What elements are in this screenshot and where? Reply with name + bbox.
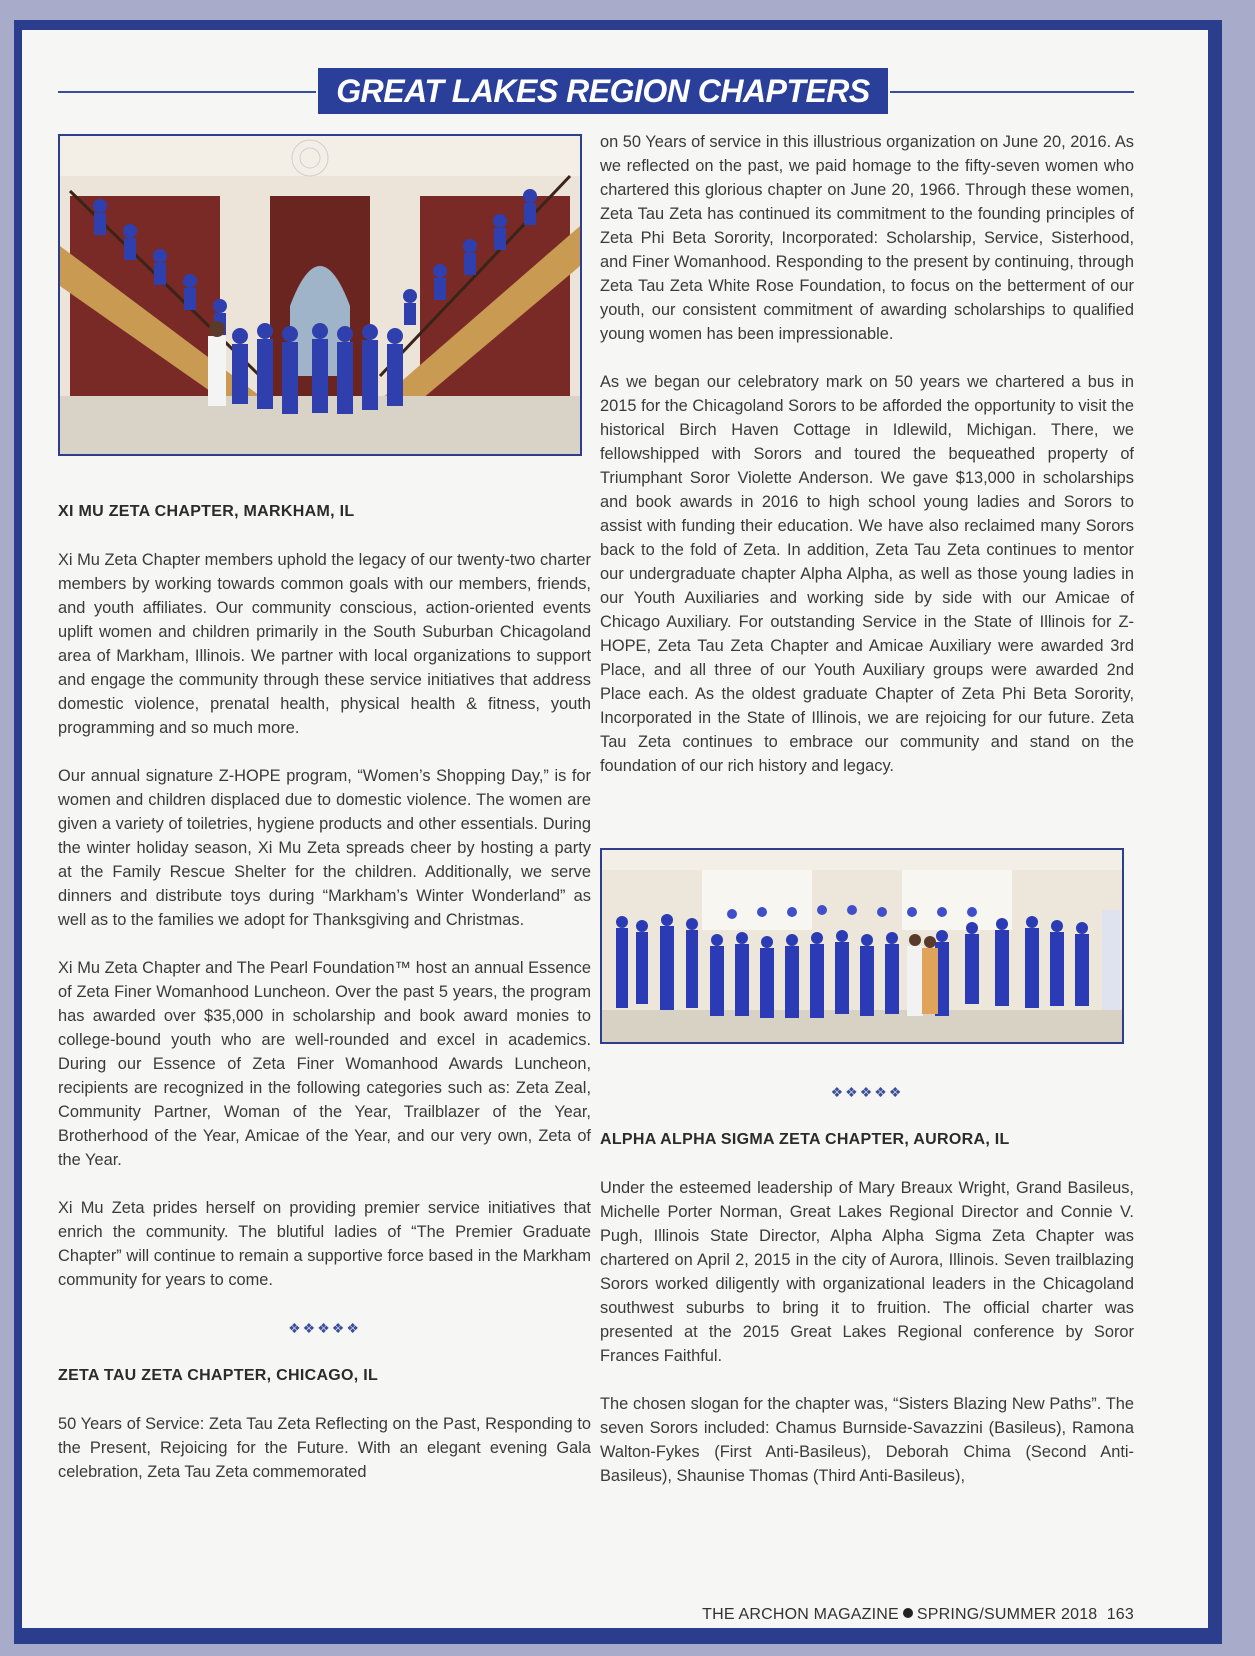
magazine-page-frame	[14, 20, 1222, 1644]
right-column-top	[600, 130, 1134, 802]
page-number: 163	[1106, 1606, 1134, 1623]
xi-mu-zeta-heading: XI MU ZETA CHAPTER, MARKHAM, IL	[58, 503, 355, 520]
banner-rule-right	[890, 91, 1134, 93]
zeta-tau-zeta-paragraph-1: 50 Years of Service: Zeta Tau Zeta Reflecting on the Past, Responding to the Present, Rejoicing for the Future. With an elegant evening Gala celebration, Zeta Tau Zeta commemorated	[58, 1415, 591, 1481]
banner-rule-left	[58, 91, 316, 93]
ballroom-photo-illustration	[602, 850, 1122, 1042]
zeta-tau-zeta-heading: ZETA TAU ZETA CHAPTER, CHICAGO, IL	[58, 1367, 379, 1384]
alpha-alpha-sigma-zeta-heading: ALPHA ALPHA SIGMA ZETA CHAPTER, AURORA, IL	[600, 1131, 1010, 1148]
xi-mu-zeta-paragraph-1: Xi Mu Zeta Chapter members uphold the legacy of our twenty-two charter members by working towards common goals with our members, friends, and youth affiliates. Our community conscious, action-oriented events uplift women and children primarily in the South Suburban Chicagoland area of Markham, Illinois. We partner with local organizations to support and engage the community through these service initiatives that address domestic violence, prenatal health, physical health & fitness, youth programming and so much more.	[58, 551, 591, 737]
section-banner-title: GREAT LAKES REGION CHAPTERS	[318, 68, 888, 114]
ballroom-group-photo	[600, 848, 1124, 1044]
alpha-alpha-sigma-zeta-paragraph-2: The chosen slogan for the chapter was, “Sisters Blazing New Paths”. The seven Sorors included: Chamus Burnside-Savazzini (Basileus), Ramona Walton-Fykes (First Anti-Basileus), Deborah Chima (Second Anti-Basileus), Shaunise Thomas (Third Anti-Basileus),	[600, 1395, 1134, 1485]
alpha-alpha-sigma-zeta-paragraph-1: Under the esteemed leadership of Mary Breaux Wright, Grand Basileus, Michelle Porter Norman, Great Lakes Regional Director and Connie V. Pugh, Illinois State Director, Alpha Alpha Sigma Zeta Chapter was chartered on April 2, 2015 in the city of Aurora, Illinois. Seven trailblazing Sorors worked diligently with organizational leaders in the Chicagoland southwest suburbs to bring it to fruition. The official charter was presented at the 2015 Great Lakes Regional conference by Soror Frances Faithful.	[600, 1179, 1134, 1365]
left-column	[58, 500, 591, 1508]
issue-name: SPRING/SUMMER 2018	[916, 1606, 1098, 1623]
staircase-group-photo	[58, 134, 582, 456]
section-divider-ornament: ❖❖❖❖❖	[830, 1084, 904, 1100]
zeta-tau-zeta-paragraph-3: As we began our celebratory mark on 50 years we chartered a bus in 2015 for the Chicagoland Sorors to be afforded the opportunity to visit the historical Birch Haven Cottage in Idlewild, Michigan. There, we fellowshipped with Sorors and toured the bequeathed property of Triumphant Soror Violette Anderson. We gave $13,000 in scholarships and book awards in 2016 to high school young ladies and Sorors to assist with funding their education. We have also reclaimed many Sorors back to the fold of Zeta. In addition, Zeta Tau Zeta continues to mentor our undergraduate chapter Alpha Alpha, as well as those young ladies in our Youth Auxiliaries and working side by side with our Amicae of Chicago Auxiliary. For outstanding Service in the State of Illinois for Z-HOPE, Zeta Tau Zeta Chapter and Amicae Auxiliary were awarded 3rd Place, and all three of our Youth Auxiliary groups were awarded 2nd Place each. As the oldest graduate Chapter of Zeta Phi Beta Sorority, Incorporated in the State of Illinois, we are rejoicing for our future. Zeta Tau Zeta continues to embrace our community and stand on the foundation of our rich history and legacy.	[600, 373, 1134, 775]
xi-mu-zeta-paragraph-3: Xi Mu Zeta Chapter and The Pearl Foundation™ host an annual Essence of Zeta Finer Womanhood Luncheon. Over the past 5 years, the program has awarded over $35,000 in scholarship and book award monies to college-bound youth who are well-rounded and excel in academics. During our Essence of Zeta Finer Womanhood Awards Luncheon, recipients are recognized in the following categories such as: Zeta Zeal, Community Partner, Woman of the Year, Trailblazer of the Year, Brotherhood of the Year, Amicae of the Year, and our very own, Zeta of the Year.	[58, 959, 591, 1169]
right-column-bottom	[600, 1080, 1134, 1512]
zeta-tau-zeta-paragraph-2: on 50 Years of service in this illustrious organization on June 20, 2016. As we reflected on the past, we paid homage to the fifty-seven women who chartered this glorious chapter on June 20, 1966. Through these women, Zeta Tau Zeta has continued its commitment to the founding principles of Zeta Phi Beta Sorority, Incorporated: Scholarship, Service, Sisterhood, and Finer Womanhood. Responding to the present by continuing, through Zeta Tau Zeta White Rose Foundation, to focus on the betterment of our youth, our consistent commitment of awarding scholarships to qualified young women has been impressionable.	[600, 133, 1134, 343]
magazine-name: THE ARCHON MAGAZINE	[702, 1606, 899, 1623]
section-divider-ornament: ❖❖❖❖❖	[288, 1320, 361, 1336]
page-footer	[622, 1606, 1134, 1624]
xi-mu-zeta-paragraph-4: Xi Mu Zeta prides herself on providing premier service initiatives that enrich the community. The blutiful ladies of “The Premier Graduate Chapter” will continue to remain a supportive force based in the Markham community for years to come.	[58, 1199, 591, 1289]
staircase-photo-illustration	[60, 136, 580, 454]
magazine-page	[22, 30, 1208, 1628]
xi-mu-zeta-paragraph-2: Our annual signature Z-HOPE program, “Women’s Shopping Day,” is for women and children displaced due to domestic violence. The women are given a variety of toiletries, hygiene products and other essentials. During the winter holiday season, Xi Mu Zeta spreads cheer by hosting a party at the Family Rescue Shelter for the children. Additionally, we serve dinners and distribute toys during “Markham’s Winter Wonderland” as well as to the families we adopt for Thanksgiving and Christmas.	[58, 767, 591, 929]
bullet-dot-icon	[903, 1608, 913, 1618]
